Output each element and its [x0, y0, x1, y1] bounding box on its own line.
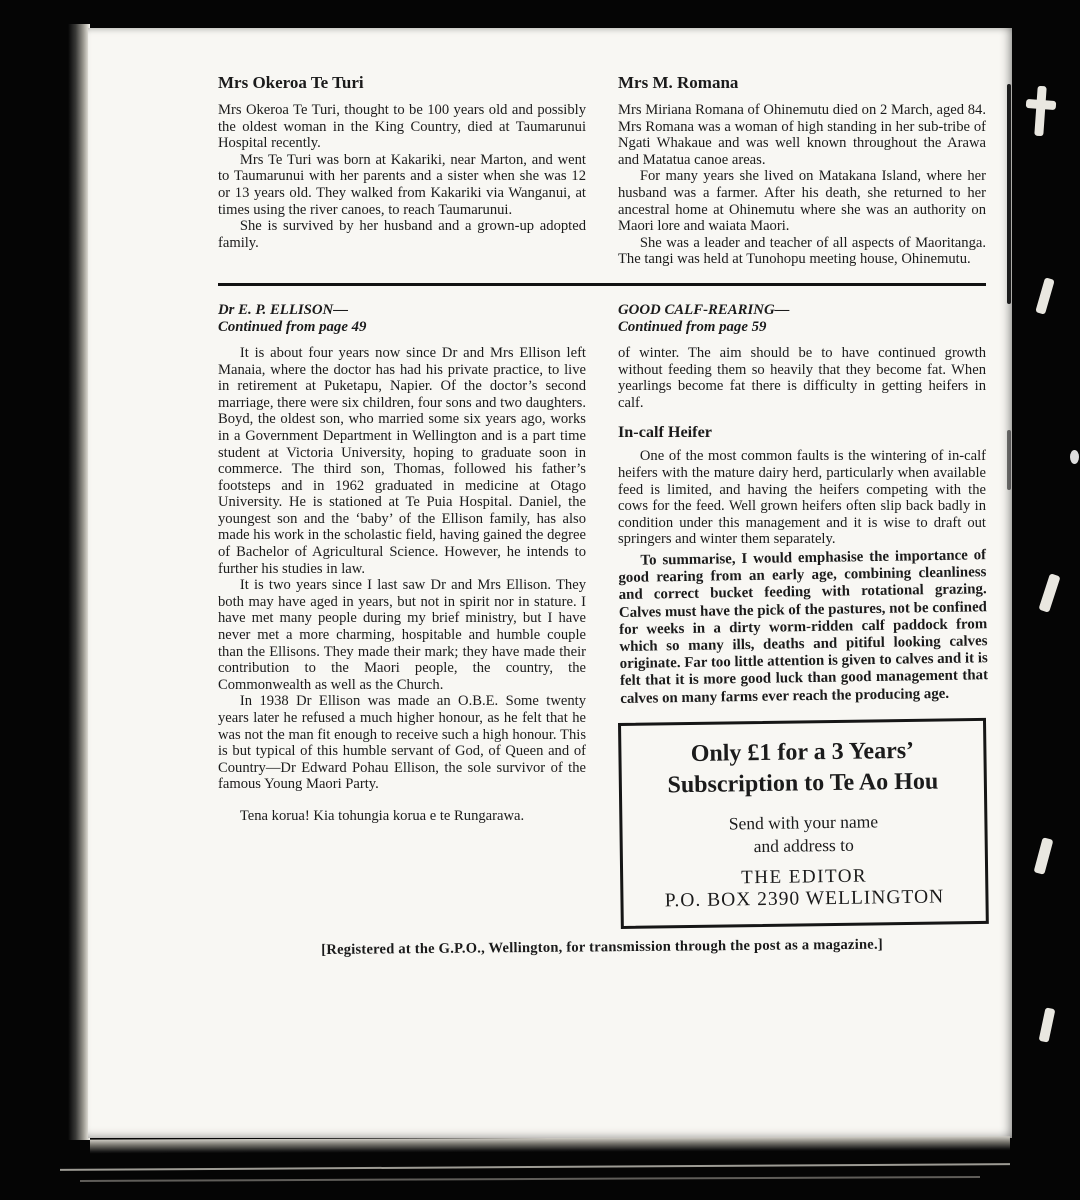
page-stack-edge-bottom [90, 1136, 1010, 1153]
obituary-title: Mrs M. Romana [618, 73, 739, 92]
article-closing-line: Tena korua! Kia tohungia korua e te Rungarawa. [239, 807, 525, 824]
binding-stitch [1035, 277, 1055, 314]
subscription-advertisement [618, 718, 989, 929]
obituary-paragraph: Mrs Te Turi was born at Kakariki, near Marton, and went to Taumarunui with her parents and a sister when she was 12 or 13 years old. They walked from Kakariki via Wanganui, at times using the river canoes, to reach Taumarunui. [218, 151, 586, 218]
subscription-address-line: P.O. BOX 2390 WELLINGTON [664, 885, 945, 911]
binding-stitch [1038, 573, 1060, 613]
article-paragraph: of winter. The aim should be to have continued growth without feeding them so heavily that they become fat. When yearlings become fat there is difficulty in getting heifers in calf. [618, 344, 986, 411]
article-paragraph: One of the most common faults is the wintering of in-calf heifers with the mature dairy herd, particularly when available feed is limited, and having the heifers competing with the cows for the feed. Well grown heifers often slip back badly in condition under this management and it is wise to draft out springers and winter them separately. [618, 448, 986, 548]
article-continued-heading [618, 302, 986, 337]
obituary-paragraph: She is survived by her husband and a grown-up adopted family. [218, 218, 586, 251]
subscription-instructions [630, 809, 977, 860]
obituary-paragraph: For many years she lived on Matakana Island, where her husband was a farmer. After his death, she returned to her ancestral home at Ohinemutu where she was an authority on Maori lore and waiata Maori. [618, 168, 986, 235]
obituary-okeroa-te-turi [218, 72, 586, 268]
subscription-instructions-line2: and address to [753, 834, 854, 856]
continued-from-note: Continued from page 49 [218, 319, 367, 336]
obituaries-section [218, 72, 986, 268]
scan-speck [1070, 450, 1079, 464]
binding-stitch [1026, 99, 1057, 110]
article-title: Dr E. P. ELLISON— [218, 301, 349, 318]
article-paragraph: It is about four years now since Dr and Mrs Ellison left Manaia, where the doctor has had his private practice, to live in retirement at Puketapu, Napier. Of the doctor’s second marriage, there were six children, four sons and two daughters. Boyd, the oldest son, who married some six years ago, works in a Government Department in Wellington and is a part time student at Victoria University, hoping to graduate soon in commerce. The third son, Thomas, followed his father’s footsteps and in 1962 graduated in medicine at Otago University. He is stationed at Te Puia Hospital. Daniel, the youngest son and the ‘baby’ of the Ellison family, has also made his work in the scholastic field, having gained the degree of Bachelor of Agricultural Science. However, he intends to further his studies in law. [218, 344, 586, 577]
subscription-headline-line1: Only £1 for a 3 Years’ [690, 737, 915, 767]
subscription-headline-line2: Subscription to Te Ao Hou [667, 768, 939, 799]
page-stack-edge-left [68, 24, 90, 1140]
page-stack-edge-line [60, 1163, 1010, 1171]
subscription-instructions-line1: Send with your name [728, 811, 879, 834]
obituary-paragraph: Mrs Okeroa Te Turi, thought to be 100 years old and possibly the oldest woman in the King Country, died at Taumarunui Hospital recently. [218, 102, 586, 152]
article-ellison-continued [218, 302, 586, 929]
registration-footer: [Registered at the G.P.O., Wellington, for transmission through the post as a magazine.] [321, 936, 883, 958]
article-subheading: In-calf Heifer [618, 423, 712, 442]
page-edge-shadow [1007, 430, 1011, 490]
subscription-headline [629, 735, 976, 802]
binding-stitch [1034, 837, 1054, 875]
obituary-paragraph: She was a leader and teacher of all aspects of Maoritanga. The tangi was held at Tunohopu meeting house, Ohinemutu. [618, 234, 986, 268]
article-paragraph: In 1938 Dr Ellison was made an O.B.E. Some twenty years later he refused a much higher honour, as he felt that he was not the man fit enough to receive such a high honour. This is but typical of this humble servant of God, of Queen and of Country—Dr Edward Pohau Ellison, the sole survivor of the famous Young Maori Party. [218, 693, 586, 793]
article-title: GOOD CALF-REARING— [618, 301, 790, 318]
obituary-m-romana [618, 72, 986, 268]
obituary-paragraph: Mrs Miriana Romana of Ohinemutu died on 2 March, aged 84. Mrs Romana was a woman of high standing in her sub-tribe of Ngati Whakaue and was well known throughout the Arawa and Matatua canoe areas. [618, 102, 986, 168]
binding-stitch [1039, 1007, 1056, 1042]
page-stack-edge-line [80, 1176, 980, 1182]
obituary-title: Mrs Okeroa Te Turi [218, 73, 364, 92]
continued-from-note: Continued from page 59 [618, 319, 767, 336]
binding-stitch [1034, 86, 1046, 137]
subscription-editor-line: THE EDITOR [741, 865, 868, 888]
section-divider-rule [218, 283, 986, 286]
article-paragraph: It is two years since I last saw Dr and Mrs Ellison. They both may have aged in years, but not in spirit nor in stature. I have met many people during my brief ministry, but I have never met a more charming, hospitable and humble couple than the Ellisons. They made their mark; they have made their contribution to the Maori people, the country, the Commonwealth as well as the Church. [218, 577, 586, 693]
emphasis-paragraph: To summarise, I would emphasise the importance of good rearing from an early age, combining cleanliness and correct bucket feeding with rotational grazing. Calves must have the pick of the pastures, not be confined for weeks in a dirty worm-ridden calf paddock from which so many ills, deaths and pitiful looking calves originate. Far too little attention is given to calves and it is felt that it is more good luck than good management that calves on many farms ever reach the producing age. [618, 547, 989, 707]
page-edge-shadow [1007, 84, 1011, 304]
article-continued-heading [218, 302, 586, 337]
continued-articles-section [218, 301, 989, 929]
article-calf-rearing-continued [618, 301, 989, 929]
magazine-page [88, 28, 1012, 1138]
